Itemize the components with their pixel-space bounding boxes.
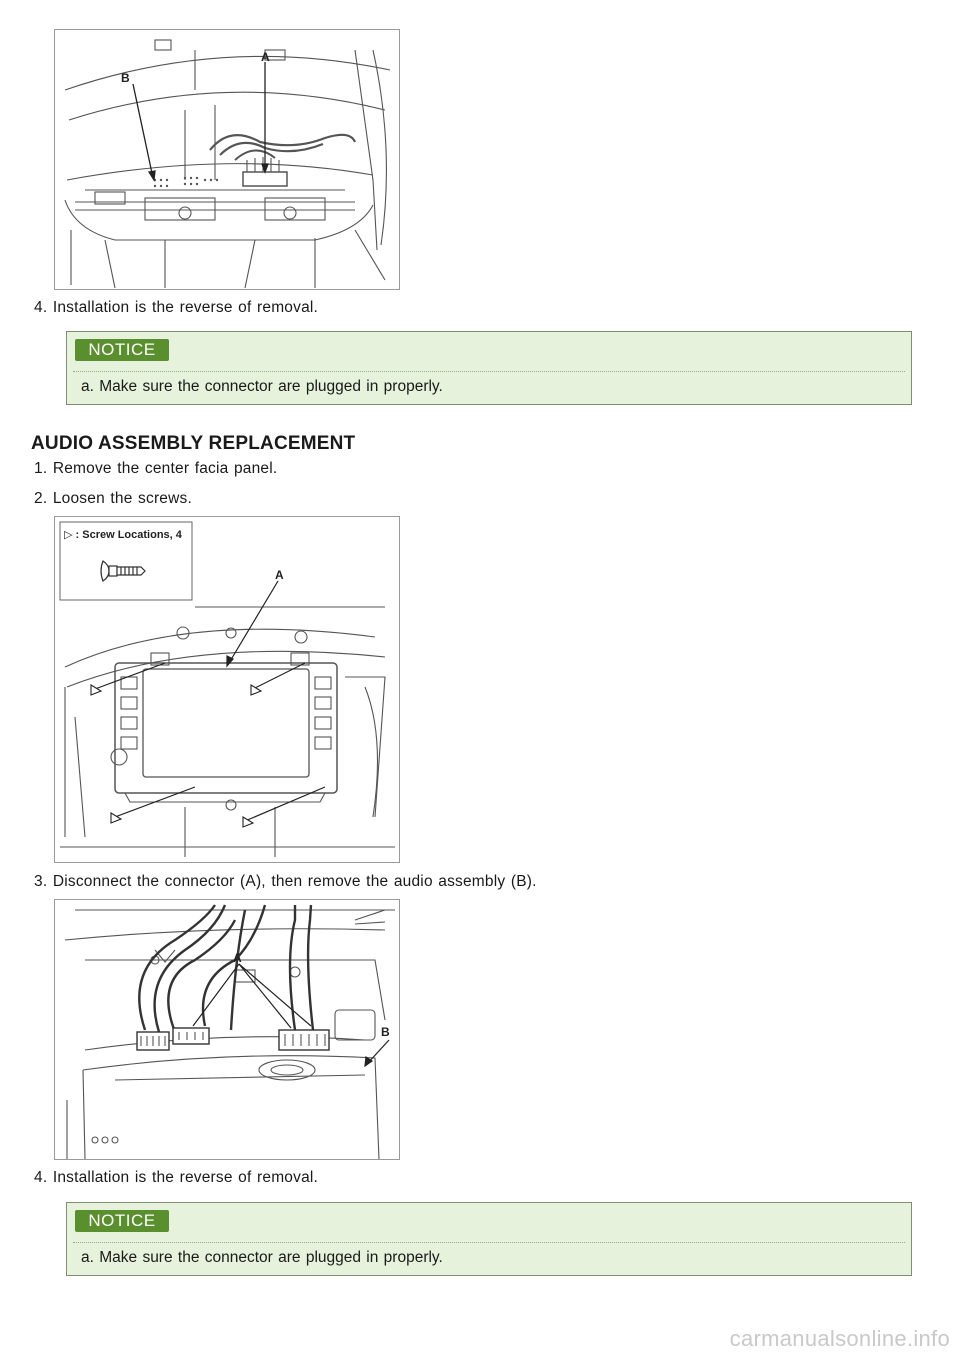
notice-badge: NOTICE [75, 1210, 169, 1232]
audio-connector-illustration [55, 900, 399, 1159]
audio-step-3: 3. Disconnect the connector (A), then remove the audio assembly (B). [34, 873, 537, 890]
screw-callout-a-label: A [275, 568, 284, 582]
top-step-4: 4. Installation is the reverse of removal. [34, 299, 319, 316]
audio-step-2: 2. Loosen the screws. [34, 490, 192, 507]
screw-marker-3 [111, 813, 121, 823]
audio-connector-figure [54, 899, 400, 1160]
screw-marker-1 [91, 685, 101, 695]
section-heading: AUDIO ASSEMBLY REPLACEMENT [31, 433, 356, 454]
audio-step-4: 4. Installation is the reverse of removal. [34, 1169, 319, 1186]
notice-divider [73, 371, 905, 372]
notice-text: a. Make sure the connector are plugged in properly. [81, 378, 443, 395]
callout-b-label: B [121, 71, 130, 85]
notice-divider [73, 1242, 905, 1243]
site-watermark: carmanualsonline.info [729, 1326, 950, 1351]
screw-locations-figure [54, 516, 400, 863]
cluster-connector-illustration [55, 30, 399, 289]
audio-step-1: 1. Remove the center facia panel. [34, 460, 278, 477]
notice-badge: NOTICE [75, 339, 169, 361]
audio-screw-illustration [55, 517, 399, 862]
connector-callout-a-label: A [233, 951, 242, 965]
callout-a-label: A [261, 50, 270, 64]
screw-legend-label: ▷ : Screw Locations, 4 [64, 529, 182, 541]
connector-3 [279, 1030, 329, 1050]
audio-notice-box [66, 1202, 912, 1276]
cluster-connector-figure [54, 29, 400, 290]
connector-callout-b-label: B [381, 1025, 390, 1039]
screw-marker-2 [251, 685, 261, 695]
connector-2 [173, 1028, 209, 1044]
top-notice-box [66, 331, 912, 405]
notice-text: a. Make sure the connector are plugged in properly. [81, 1249, 443, 1266]
